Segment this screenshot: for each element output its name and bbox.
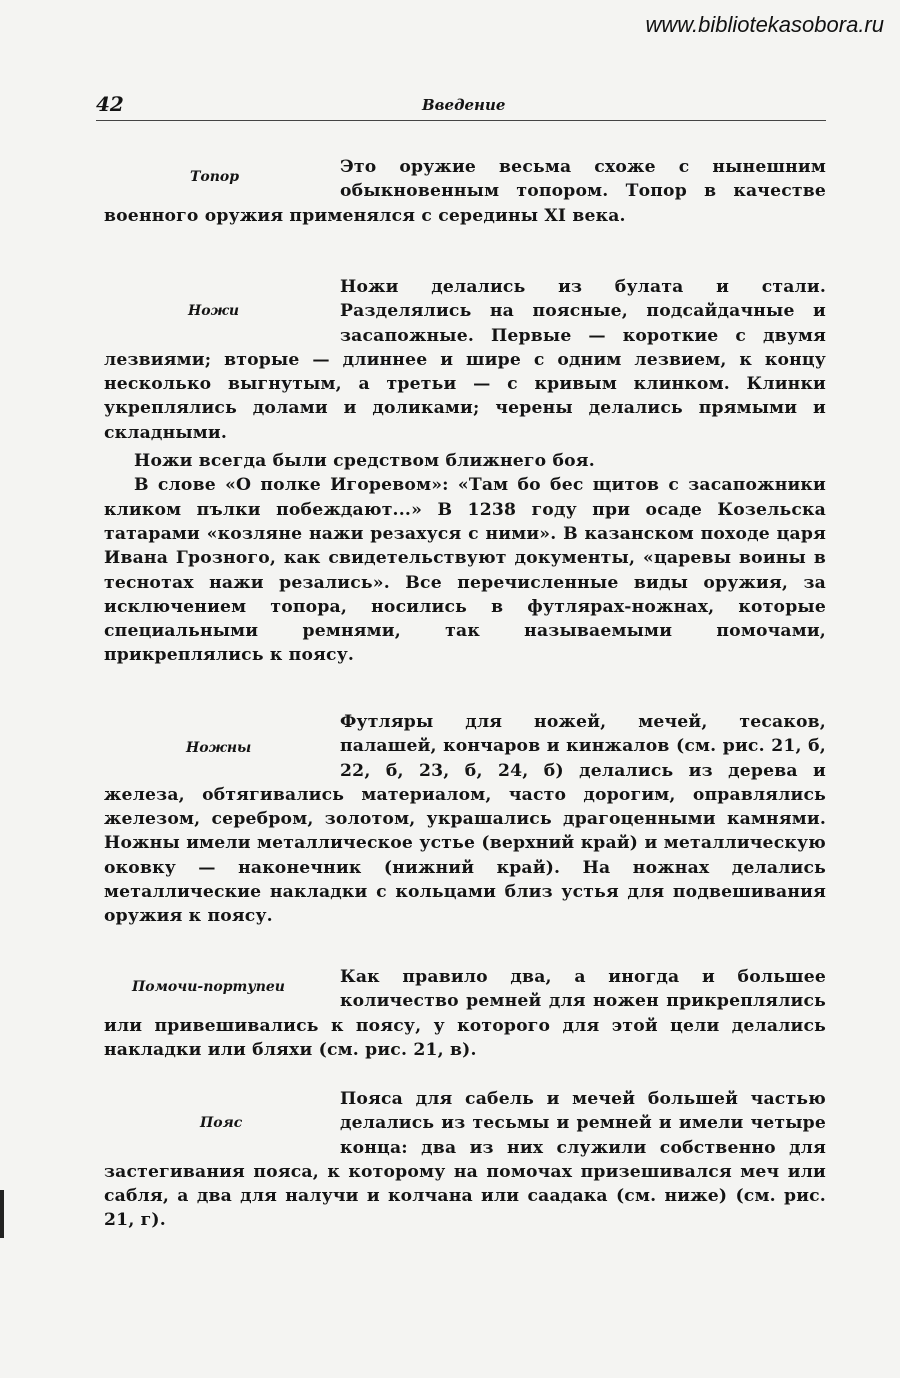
paragraph: Пояса для сабель и мечей большей частью делались из тесьмы и ремней и имели четыре конца: два из них служили собственно для застегивания пояса, к которому на помочах призешивался меч или сабля, а два для налучи и колчана или саадака (см. ниже) (см. рис. 21, г). [104,1089,826,1231]
page-number: 42 [96,92,124,116]
section-scabbards [104,710,826,929]
scan-artifact [0,1190,4,1238]
running-title: Введение [422,96,506,114]
side-label-belt: Пояс [200,1115,243,1131]
paragraph: В слове «О полке Игоревом»: «Там бо бес щитов с засапожники кликом пълки побеждают...» В 1238 году при осаде Козельска татарами «козляне нажи резахуся с ними». В казанском походе царя Ивана Грозного, как свидетельствуют документы, «царевы воины в теснотах нажи резались». Все перечисленные виды оружия, за исключением топора, носились в футлярах-ножнах, которые специальными ремнями, так называемыми помочами, прикреплялись к поясу. [104,475,826,666]
section-belt [104,1087,826,1233]
side-label-axe: Топор [190,169,240,185]
page-header [96,92,826,122]
paragraph: Ножи всегда были средством ближнего боя. [134,451,595,472]
paragraph: Футляры для ножей, мечей, тесаков, палашей, кончаров и кинжалов (см. рис. 21, б, 22, б, 23, б, 24, б) делались из дерева и железа, обтягивались материалом, часто дорогим, оправлялись железом, серебром, золотом, украшались драгоценными камнями. Ножны имели металлическое устье (верхний край) и металлическую оковку — наконечник (нижний край). На ножнах делались металлические накладки с кольцами близ устья для подвешивания оружия к поясу. [104,712,826,927]
paragraph: Ножи делались из булата и стали. Разделялись на поясные, подсайдачные и засапожные. Первые — короткие с двумя лезвиями; вторые — длиннее и шире с одним лезвием, к концу несколько выгнутым, а третьи — с кривым клинком. Клинки укреплялись долами и доликами; черены делались прямыми и складными. [104,277,826,443]
section-belts-straps [104,965,826,1062]
watermark-url: www.bibliotekasobora.ru [645,12,884,37]
section-knives [104,275,826,668]
paragraph: Как правило два, а иногда и большее количество ремней для ножен прикреплялись или привешивались к поясу, у которого для этой цели делались накладки или бляхи (см. рис. 21, в). [104,967,826,1060]
paragraph: Это оружие весьма схоже с нынешним обыкновенным топором. Топор в качестве военного оружия применялся с середины XI века. [104,157,826,226]
side-label-knives: Ножи [188,303,240,319]
side-label-belts-straps: Помочи-портупеи [132,979,285,995]
side-label-scabbards: Ножны [186,740,252,756]
header-rule [96,120,826,121]
section-axe [104,155,826,228]
